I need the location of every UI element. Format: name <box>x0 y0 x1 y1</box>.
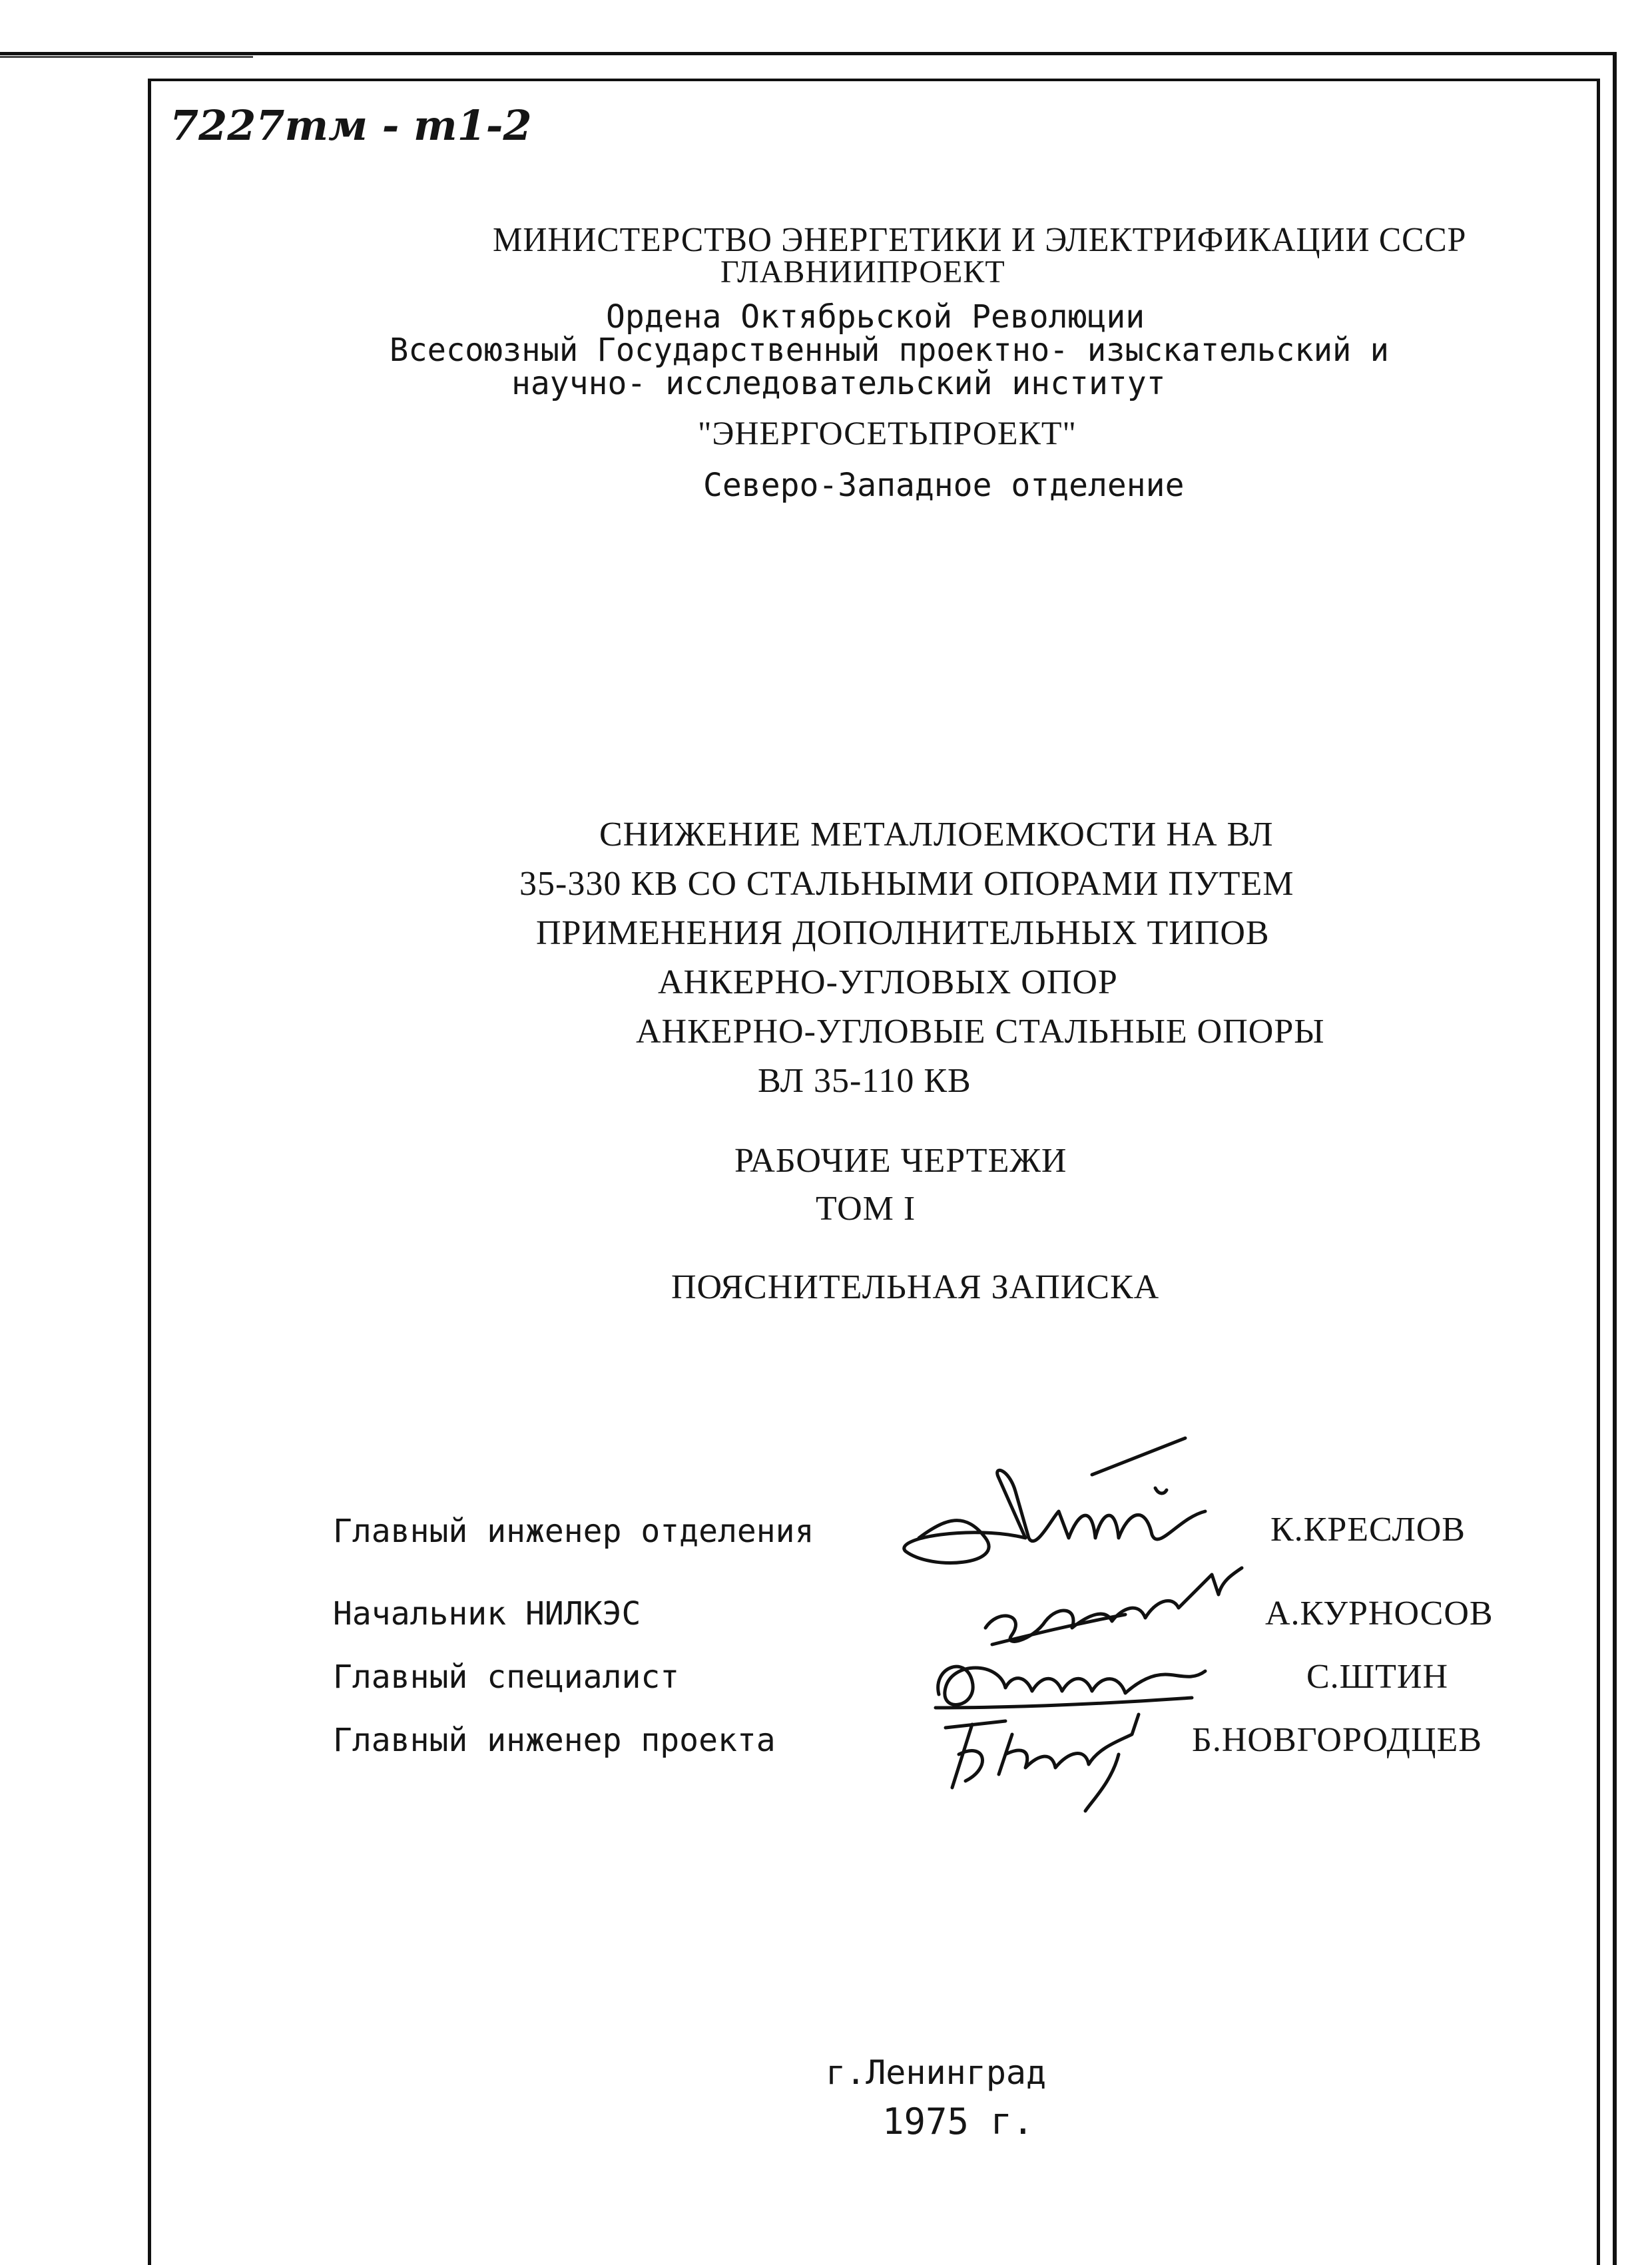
title-line-5: АНКЕРНО-УГЛОВЫЕ СТАЛЬНЫЕ ОПОРЫ <box>636 1013 1325 1051</box>
institute-line-1: Всесоюзный Государственный проектно- изыскательский и <box>390 332 1389 369</box>
signatory-role-3: Главный специалист <box>333 1658 680 1696</box>
signatory-name-3: С.ШТИН <box>1306 1658 1449 1696</box>
explanatory-note-label: ПОЯСНИТЕЛЬНАЯ ЗАПИСКА <box>671 1268 1160 1306</box>
title-line-1: СНИЖЕНИЕ МЕТАЛЛОЕМКОСТИ НА ВЛ <box>599 816 1274 854</box>
signatory-role-2: Начальник НИЛКЭС <box>333 1595 641 1633</box>
title-line-2: 35-330 КВ СО СТАЛЬНЫМИ ОПОРАМИ ПУТЕМ <box>519 865 1294 903</box>
inner-top-line <box>148 79 1599 81</box>
signature-4 <box>919 1694 1185 1814</box>
signatory-role-1: Главный инженер отделения <box>333 1513 814 1550</box>
institute-line-2: научно- исследовательский институт <box>511 365 1166 402</box>
branch-name: Северо-Западное отделение <box>703 467 1185 504</box>
city-label: г.Ленинград <box>826 2053 1047 2092</box>
title-line-4: АНКЕРНО-УГЛОВЫХ ОПОР <box>658 963 1118 1001</box>
glavk-name: ГЛАВНИИПРОЕКТ <box>720 254 1005 290</box>
institute-name: "ЭНЕРГОСЕТЬПРОЕКТ" <box>698 414 1077 451</box>
year-label: 1975 г. <box>882 2101 1034 2142</box>
title-line-3: ПРИМЕНЕНИЯ ДОПОЛНИТЕЛЬНЫХ ТИПОВ <box>536 914 1270 952</box>
drawings-label: РАБОЧИЕ ЧЕРТЕЖИ <box>734 1142 1067 1180</box>
signatory-role-4: Главный инженер проекта <box>333 1722 776 1759</box>
signatory-name-2: А.КУРНОСОВ <box>1265 1595 1494 1633</box>
title-line-6: ВЛ 35-110 КВ <box>758 1062 971 1100</box>
signatory-name-4: Б.НОВГОРОДЦЕВ <box>1192 1721 1482 1759</box>
top-border-line <box>0 52 1617 55</box>
document-code: 7227тм - т1-2 <box>170 101 532 150</box>
outer-right-line <box>1613 52 1617 2265</box>
volume-label: ТОМ I <box>816 1190 916 1228</box>
top-border-line-inner <box>0 56 253 58</box>
signatory-name-1: К.КРЕСЛОВ <box>1270 1511 1466 1549</box>
inner-right-line <box>1597 79 1600 2265</box>
left-frame-line <box>148 79 151 2265</box>
ministry-name: МИНИСТЕРСТВО ЭНЕРГЕТИКИ И ЭЛЕКТРИФИКАЦИИ СССР <box>493 221 1467 259</box>
order-line: Ордена Октябрьской Революции <box>606 298 1145 336</box>
